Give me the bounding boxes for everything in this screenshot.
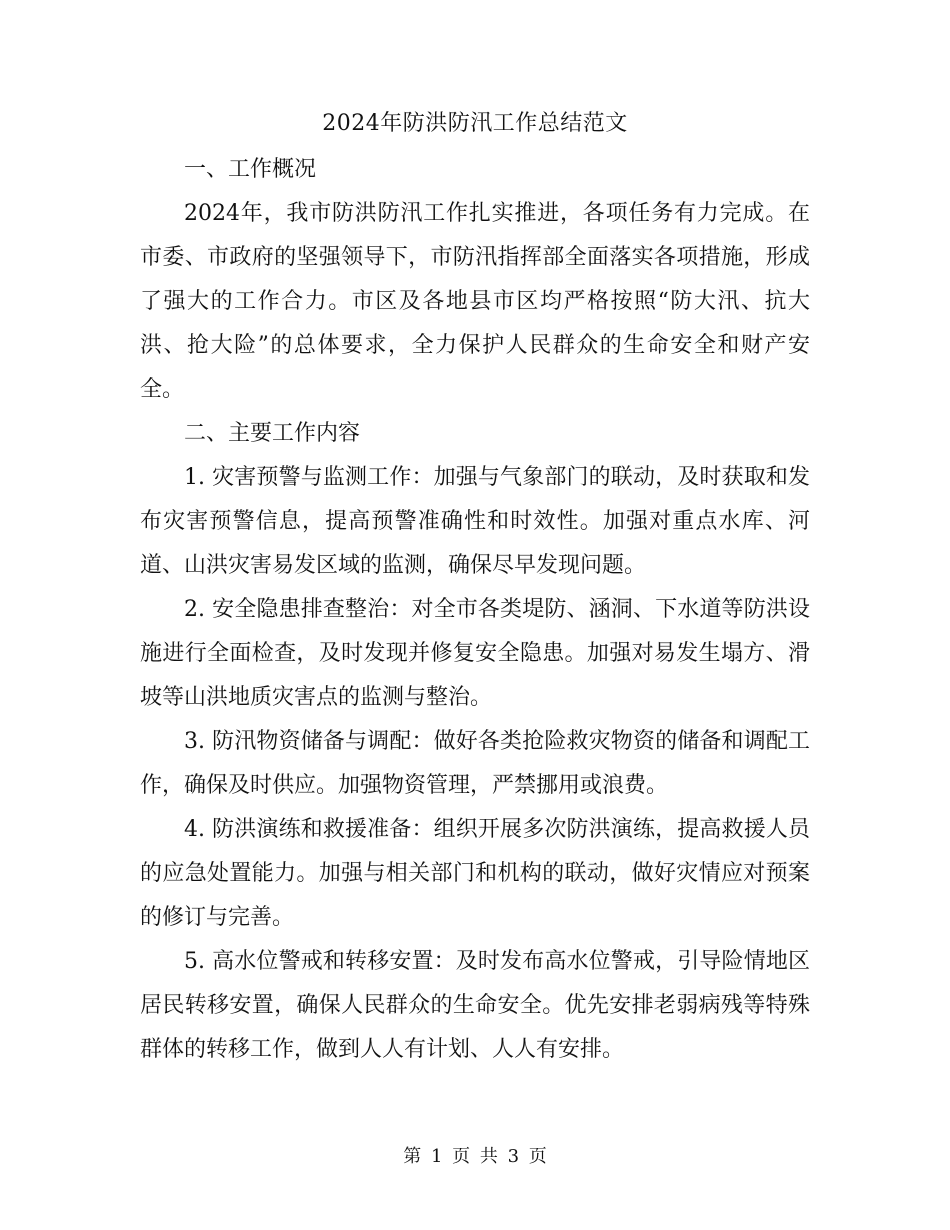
section-heading-overview: 一、工作概况 xyxy=(184,157,317,182)
paragraph-item-2: 2. 安全隐患排查整治：对全市各类堤防、涵洞、下水道等防洪设施进行全面检查，及时发现并修复安全隐患。加强对易发生塌方、滑坡等山洪地质灾害点的监测与整治。 xyxy=(140,597,810,710)
paragraph-item-5: 5. 高水位警戒和转移安置：及时发布高水位警戒，引导险情地区居民转移安置，确保人民群众的生命安全。优先安排老弱病残等特殊群体的转移工作，做到人人有计划、人人有安排。 xyxy=(140,949,810,1062)
paragraph-overview: 2024年，我市防洪防汛工作扎实推进，各项任务有力完成。在市委、市政府的坚强领导下，市防汛指挥部全面落实各项措施，形成了强大的工作合力。市区及各地县市区均严格按照“防大汛、抗大洪、抢大险”的总体要求，全力保护人民群众的生命安全和财产安全。 xyxy=(140,201,810,402)
page-number-footer: 第 1 页 共 3 页 xyxy=(403,1146,547,1167)
paragraph-item-3: 3. 防汛物资储备与调配：做好各类抢险救灾物资的储备和调配工作，确保及时供应。加强物资管理，严禁挪用或浪费。 xyxy=(140,729,810,798)
paragraph-item-1: 1. 灾害预警与监测工作：加强与气象部门的联动，及时获取和发布灾害预警信息，提高预警准确性和时效性。加强对重点水库、河道、山洪灾害易发区域的监测，确保尽早发现问题。 xyxy=(140,465,810,578)
document-body xyxy=(140,148,810,1072)
document-title: 2024年防洪防汛工作总结范文 xyxy=(322,111,628,136)
section-heading-main-work: 二、主要工作内容 xyxy=(184,421,361,446)
paragraph-item-4: 4. 防洪演练和救援准备：组织开展多次防洪演练，提高救援人员的应急处置能力。加强与相关部门和机构的联动，做好灾情应对预案的修订与完善。 xyxy=(140,817,810,930)
